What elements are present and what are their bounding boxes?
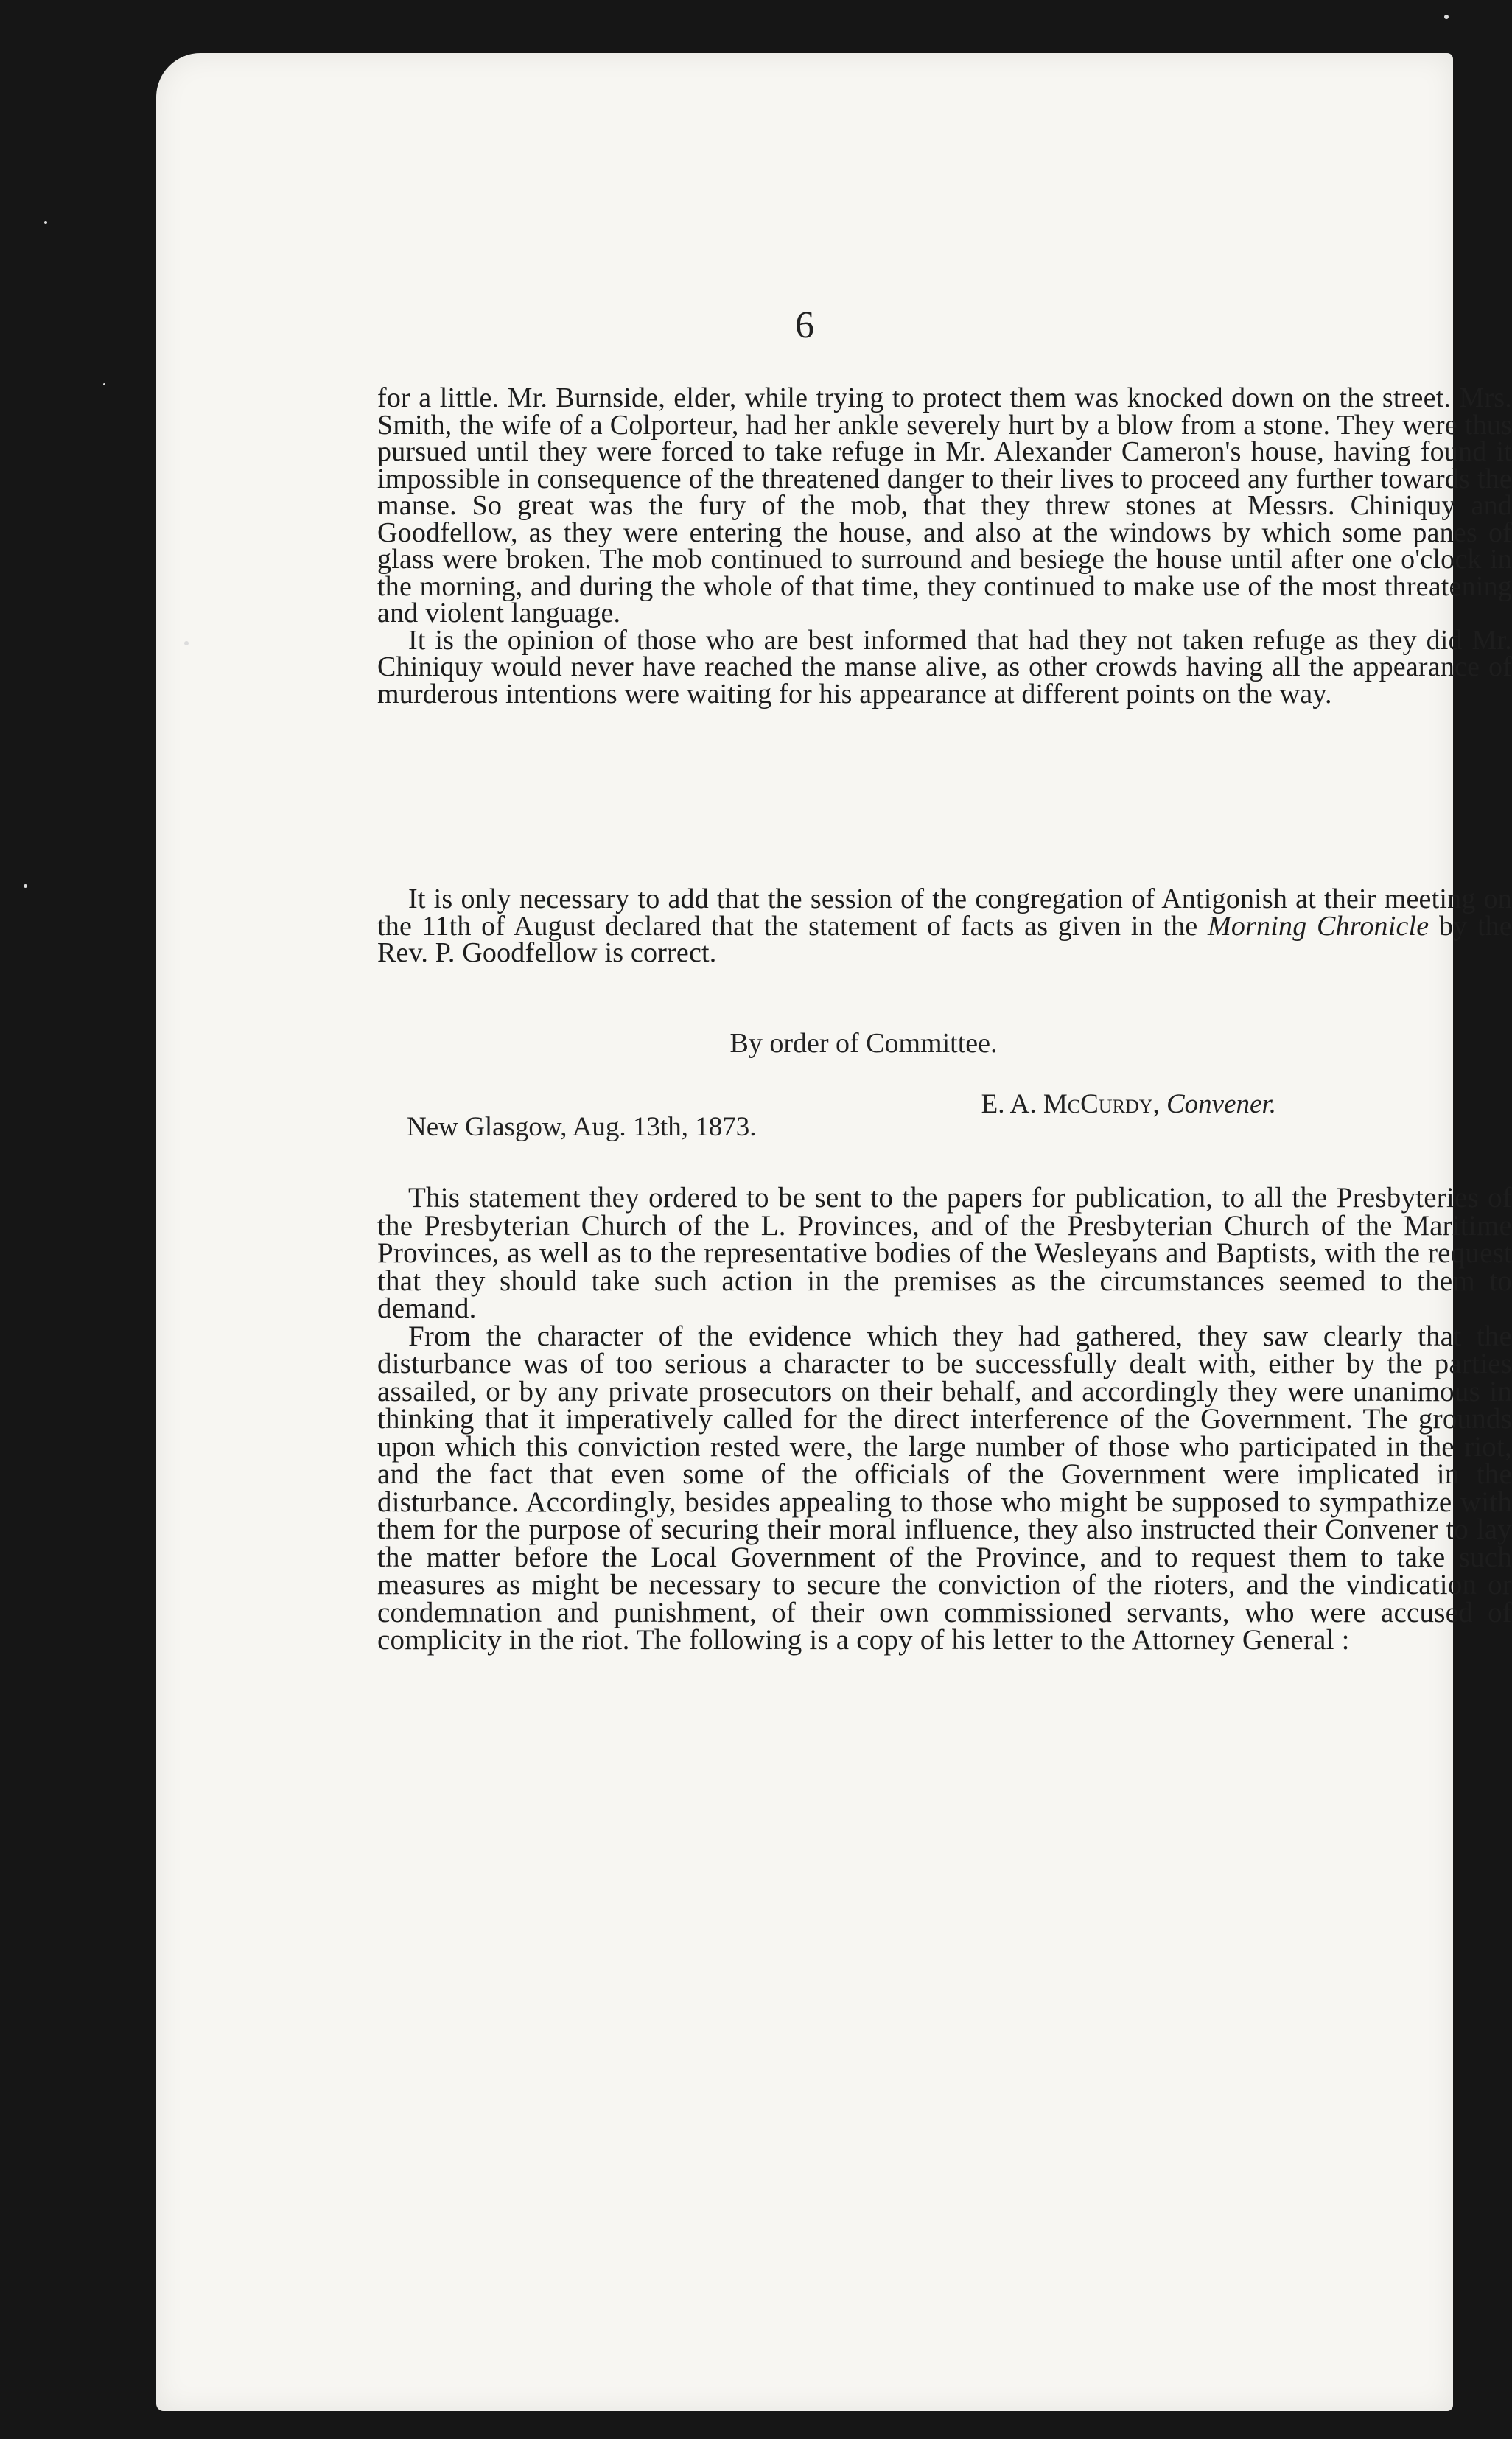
scan-speck xyxy=(24,884,27,888)
place-and-date: New Glasgow, Aug. 13th, 1873. xyxy=(407,1112,757,1142)
newspaper-title: Morning Chronicle xyxy=(1208,910,1429,942)
signatory-name: E. A. McCurdy, xyxy=(981,1089,1160,1119)
scan-speck xyxy=(103,383,105,385)
paragraph-government: From the character of the evidence which they had gathered, they saw clearly that the disturbance was of too serious a character to be successfully dealt with, either by the parties assailed, or by any private prosecutors on their behalf, and accordingly they were unanimous in thinking that it imperatively called for the direct interference of the Government. The grounds upon which this conviction rested were, the large number of those who participated in the riot, and the fact that even some of the officials of the Government were implicated in the disturbance. Accordingly, besides appealing to those who might be supposed to sympathize with them for the purpose of securing their moral influence, they also instructed their Convener to lay the matter before the Local Government of the Province, and to request them to take such measures as might be necessary to secure the conviction of the rioters, and the vindication or condemnation and punishment, of their own commissioned servants, who were accused of complicity in the riot. The following is a copy of his letter to the Attorney General : xyxy=(377,1320,1512,1656)
document-page xyxy=(156,53,1512,2411)
scan-speck xyxy=(1444,15,1449,19)
signatory-role: Convener. xyxy=(1166,1089,1276,1119)
scan-speck xyxy=(184,641,189,645)
riot-account xyxy=(377,382,1512,710)
session-text-after: by the Rev. P. Goodfellow is correct. xyxy=(377,910,1512,968)
paragraph-publication: This statement they ordered to be sent to the papers for publication, to all the Presbyteries of the Presbyterian Church of the L. Provinces, and of the Presbyterian Church of the Maritime Provinces, as well as to the representative bodies of the Wesleyans and Baptists, with the request that they should take such action in the premises as the circumstances seemed to them to demand. xyxy=(377,1182,1512,1324)
opinion-paragraph: It is the opinion of those who are best informed that had they not taken refuge as they did Mr. Chiniquy would never have reached the manse alive, as other crowds having all the appearance of murderous intentions were waiting for his appearance at different points on the way. xyxy=(377,624,1512,710)
session-text-before: It is only necessary to add that the session of the congregation of Antigonish at their meeting on the 11th of August declared that the statement of facts as given in the xyxy=(377,883,1512,942)
signature-block xyxy=(981,1088,1276,1120)
by-order-line: By order of Committee. xyxy=(729,1028,998,1059)
page-number: 6 xyxy=(795,304,814,346)
scan-speck xyxy=(44,221,47,224)
session-statement xyxy=(377,883,1512,968)
continuation-paragraph: for a little. Mr. Burnside, elder, while trying to protect them was knocked down on the street. Mrs. Smith, the wife of a Colporteur, had her ankle severely hurt by a blow from a stone. They were thus pursued until they were forced to take refuge in Mr. Alexander Cameron's house, having found it impossible in consequence of the threatened danger to their lives to proceed any further towards the manse. So great was the fury of the mob, that they threw stones at Messrs. Chiniquy and Goodfellow, as they were entering the house, and also at the windows by which some panes of glass were broken. The mob continued to surround and besiege the house until after one o'clock in the morning, and during the whole of that time, they continued to make use of the most threatening and violent language. xyxy=(377,382,1512,629)
main-text xyxy=(377,1184,1512,1654)
session-paragraph xyxy=(377,883,1512,968)
